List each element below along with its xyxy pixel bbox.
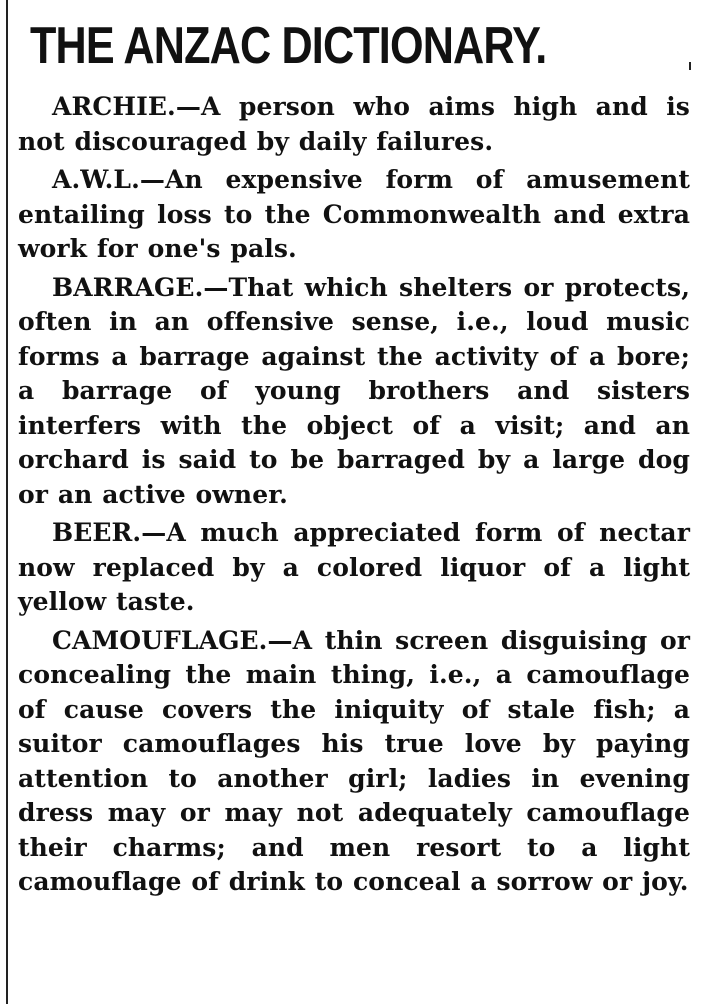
entry-beer [18, 516, 690, 620]
entry-headword: BARRAGE. [52, 272, 204, 302]
entry-definition: —That which shelters or protects, often in an offensive sense, i.e., loud music forms a barrage against the activity of a bore; a barrage of young brothers and sisters interfers with the object of a visit; and an orchard is said to be barraged by a large dog or an active owner. [18, 272, 690, 509]
entry-barrage [18, 271, 690, 513]
dictionary-entries [18, 90, 690, 904]
entry-headword: A.W.L. [52, 165, 140, 194]
entry-headword: ARCHIE. [52, 92, 176, 121]
entry-headword: CAMOUFLAGE. [52, 625, 268, 655]
page-title: THE ANZAC DICTIONARY. [30, 17, 547, 75]
entry-definition: —A person who aims high and is not discouraged by daily failures. [18, 92, 690, 156]
entry-camouflage [18, 624, 690, 900]
column-rule [6, 0, 8, 1004]
entry-definition: —A much appreciated form of nectar now replaced by a colored liquor of a light yellow taste. [18, 518, 690, 616]
entry-awl [18, 163, 690, 267]
margin-mark [689, 62, 691, 70]
entry-definition: —A thin screen disguising or concealing the main thing, i.e., a camouflage of cause covers the iniquity of stale fish; a suitor camouflages his true love by paying attention to another girl; ladies in evening dress may or may not adequately camouflage their charms; and men resort to a light camouflage of drink to conceal a sorrow or joy. [18, 625, 690, 896]
entry-archie [18, 90, 690, 159]
entry-definition: —An expensive form of amusement entailing loss to the Commonwealth and extra work for one's pals. [18, 165, 690, 263]
entry-headword: BEER. [52, 518, 142, 547]
